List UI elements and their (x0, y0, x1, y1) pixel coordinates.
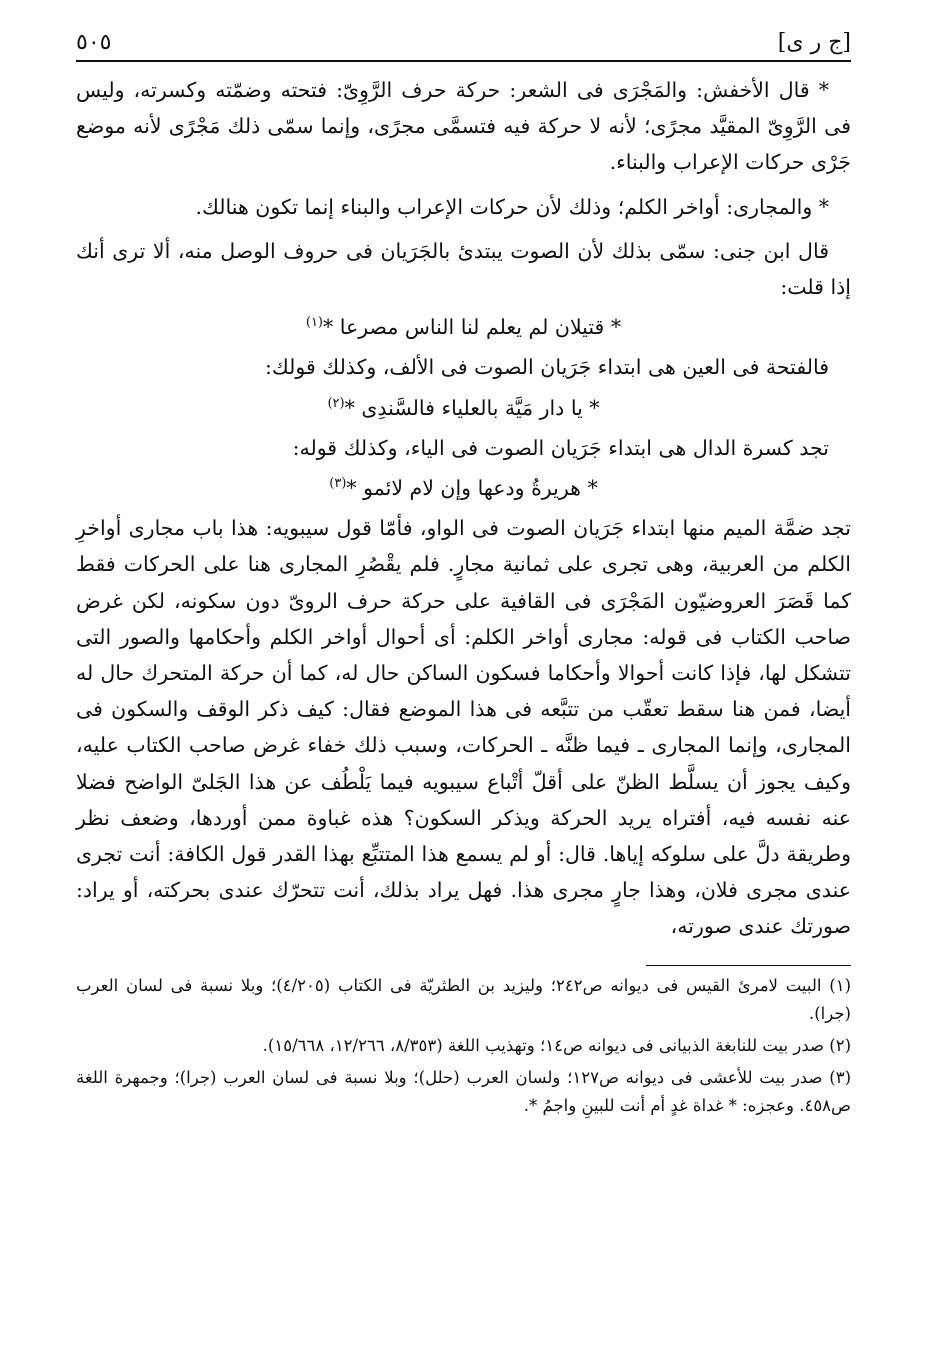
main-text (76, 72, 851, 945)
verse-1-text: * قتيلان لم يعلم لنا الناس مصرعا * (323, 315, 622, 340)
verse-2 (76, 386, 851, 430)
verse-1 (76, 305, 851, 349)
page-header (76, 26, 851, 62)
footnote-1: (١) البيت لامرئ القيس فى ديوانه ص٢٤٢؛ وليزيد بن الطثريّة فى الكتاب (٤/٢٠٥)؛ وبلا نسبة فى لسان العرب (جرا). (76, 975, 851, 1023)
paragraph-fatha: فالفتحة فى العين هى ابتداء جَرَيان الصوت فى الألف، وكذلك قولك: (264, 355, 829, 380)
verse-3-text: * هريرةُ ودعها وإن لام لائمو * (346, 476, 598, 501)
footnote-2: (٢) صدر بيت للنابغة الذبيانى فى ديوانه ص١٤؛ وتهذيب اللغة (٨/٣٥٣، ١٢/٢٦٦، ١٥/٦٦٨). (262, 1035, 851, 1055)
verse-1-footnote-ref: (١) (305, 315, 323, 331)
paragraph-majari: * والمجارى: أواخر الكلم؛ وذلك لأن حركات الإعراب والبناء إنما تكون هنالك. (195, 194, 829, 219)
verse-2-text: * يا دار مَيَّة بالعلياء فالسَّندِى * (344, 395, 600, 420)
paragraph-sibawayh: تجد ضمَّة الميم منها ابتداء جَرَيان الصوت فى الواو، فأمّا قول سيبويه: هذا باب مجارى أواخرِ الكلم من العربية، وهى تجرى على ثمانية مجارٍ. فلم يقْصُرِ المجارى هنا على الحركات فقط كما قَصَرَ العروضيّون المَجْرَى فى القافية على حركة حرف الروىّ دون سكونه، لكن غرض صاحب الكتاب فى قوله: مجارى أواخر الكلم: أى أحوال أواخر الكلم وأحكامها والصور التى تتشكل لها، فإذا كانت أحوالا وأحكاما فسكون الساكن حال له، كما أن حركة المتحرك حال له أيضا، فمن هنا سقط تعقّب من تتبَّعه فى هذا الموضع فقال: كيف ذكر الوقف والسكون فى المجارى، وإنما المجارى ـ فيما ظنَّه ـ الحركات، وسبب ذلك خفاء غرض صاحب الكتاب عليه، وكيف يجوز أن يسلَّط الظنّ على أقلّ أتْباع سيبويه فيما يَلْطُف عن هذا الجَلىّ الواضح فضلا عنه نفسه فيه، أفتراه يريد الحركة ويذكر السكون؟ هذه غباوة ممن أوردها، وضعف نظر وطريقة دلَّ على سلوكه إياها. قال: أو لم يسمع هذا المتتبِّع بهذا القدر قول الكافة: أنت تجرى عندى مجرى فلان، وهذا جارٍ مجرى هذا. فهل يراد بذلك، أنت تتحرّك عندى بحركته، أو يراد: صورتك عندى صورته، (76, 516, 851, 939)
verse-3 (76, 466, 851, 510)
verse-3-footnote-ref: (٣) (329, 476, 347, 492)
book-page (76, 26, 851, 1124)
footnotes (76, 972, 851, 1120)
footnote-3: (٣) صدر بيت للأعشى فى ديوانه ص١٢٧؛ ولسان العرب (حلل)؛ وبلا نسبة فى لسان العرب (جرا)؛ وجمهرة اللغة ص٤٥٨. وعجزه: * غداة غدٍ أم أنت للبينِ واجمُ *. (76, 1067, 852, 1115)
paragraph-ibn-jinni: قال ابن جنى: سمّى بذلك لأن الصوت يبتدئ بالجَرَيان فى حروف الوصل منه، ألا ترى أنك إذا قلت: (76, 238, 851, 300)
root-heading: [ج ر ى] (777, 30, 851, 55)
verse-2-footnote-ref: (٢) (327, 395, 345, 411)
paragraph-akhfash: * قال الأخفش: والمَجْرَى فى الشعر: حركة حرف الرَّوِىّ: فتحته وضمّته وكسرته، وليس فى الرَّوِىّ المقيَّد مجرًى؛ لأنه لا حركة فيه فتسمَّى مجرًى، وإنما سمّى ذلك مَجْرًى لأنه موضع جَرْى حركات الإعراب والبناء. (76, 78, 851, 175)
page-number: ٥٠٥ (76, 30, 112, 55)
footnote-rule (646, 965, 851, 966)
paragraph-kasra: تجد كسرة الدال هى ابتداء جَرَيان الصوت فى الياء، وكذلك قوله: (292, 435, 829, 460)
